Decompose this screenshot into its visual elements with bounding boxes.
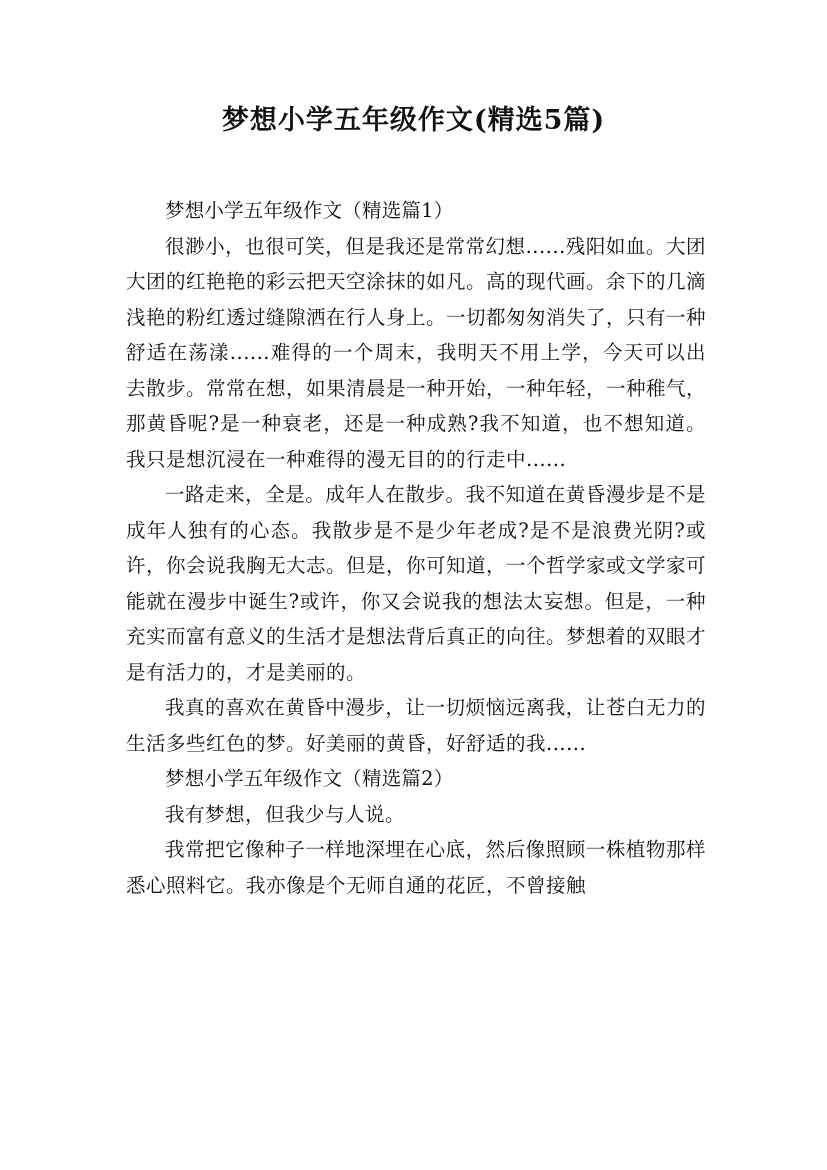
paragraph: 一路走来，全是。成年人在散步。我不知道在黄昏漫步是不是成年人独有的心态。我散步是不是少年老成?是不是浪费光阴?或许，你会说我胸无大志。但是，你可知道，一个哲学家或文学家可能就在漫步中诞生?或许，你又会说我的想法太妄想。但是，一种充实而富有意义的生活才是想法背后真正的向往。梦想着的双眼才是有活力的，才是美丽的。 <box>126 483 707 684</box>
paragraph: 很渺小，也很可笑，但是我还是常常幻想......残阳如血。大团大团的红艳艳的彩云把天空涂抹的如凡。高的现代画。余下的几滴浅艳的粉红透过缝隙洒在行人身上。一切都匆匆消失了，只有一种舒适在荡漾......难得的一个周末，我明天不用上学，今天可以出去散步。常常在想，如果清晨是一种开始，一种年轻，一种稚气，那黄昏呢?是一种衰老，还是一种成熟?我不知道，也不想知道。我只是想沉浸在一种难得的漫无目的的行走中...... <box>126 234 707 471</box>
document-body <box>126 193 706 903</box>
section-heading-2: 梦想小学五年级作文（精选篇2） <box>165 767 454 790</box>
paragraph: 我真的喜欢在黄昏中漫步，让一切烦恼远离我，让苍白无力的生活多些红色的梦。好美丽的黄昏，好舒适的我...... <box>126 696 706 755</box>
section-heading-1: 梦想小学五年级作文（精选篇1） <box>165 199 454 222</box>
paragraph: 我常把它像种子一样地深埋在心底，然后像照顾一株植物那样悉心照料它。我亦像是个无师自通的花匠，不曾接触 <box>126 838 706 897</box>
paragraph: 我有梦想，但我少与人说。 <box>165 802 406 826</box>
document-title: 梦想小学五年级作文(精选5篇) <box>221 105 606 136</box>
